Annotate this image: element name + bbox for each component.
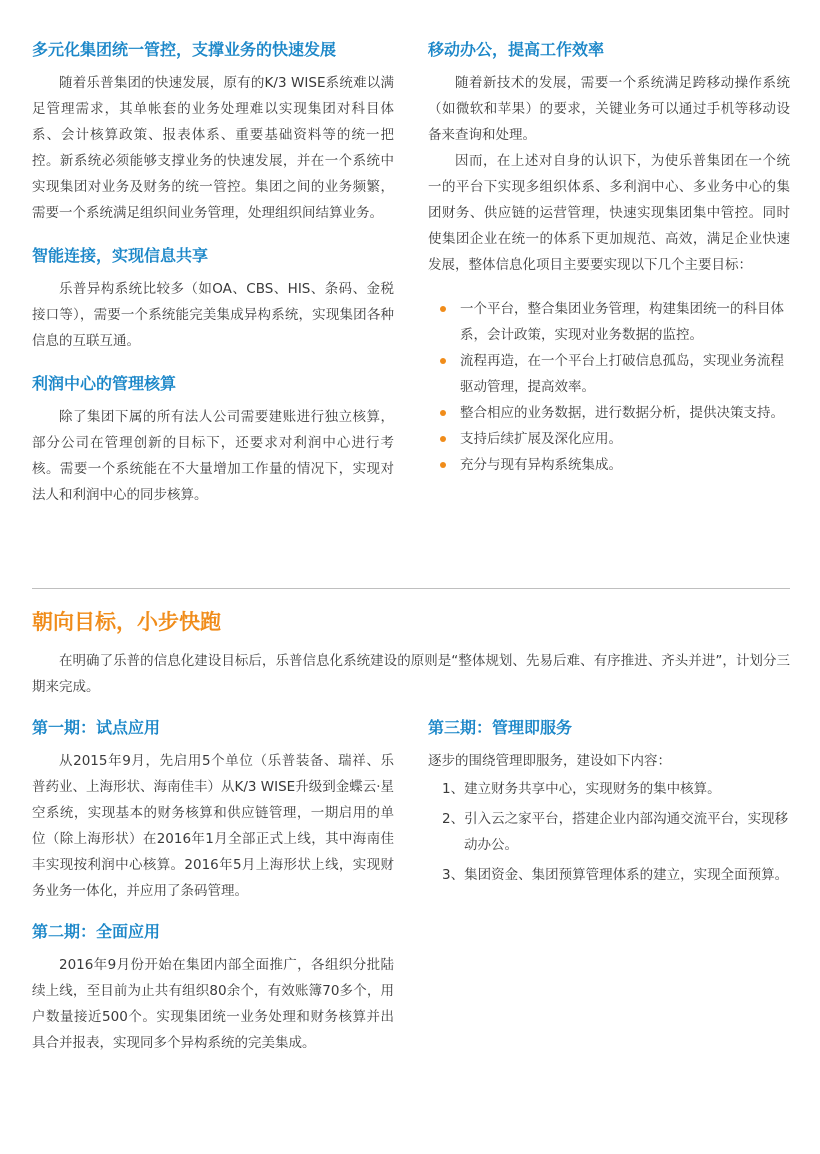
bullet-dot-icon [440,306,446,312]
section-title-diversified-control: 多元化集团统一管控，支撑业务的快速发展 [32,40,337,59]
list-item: 2、引入云之家平台，搭建企业内部沟通交流平台，实现移动办公。 [442,811,789,853]
list-item: 流程再造，在一个平台上打破信息孤岛，实现业务流程驱动管理，提高效率。 [428,348,790,400]
bullet-dot-icon [440,410,446,416]
phase2-body: 2016年9月份开始在集团内部全面推广，各组织分批陆续上线，至目前为止共有组织80余个，有效账簿70多个，用户数量接近500个。实现集团统一业务处理和财务核算并出具合并报表，实现同多个异构系统的完美集成。 [32,957,394,1051]
section-divider [32,588,790,589]
phase2-title: 第二期：全面应用 [32,922,161,941]
phase3-title: 第三期：管理即服务 [428,718,573,737]
phase1-body: 从2015年9月，先启用5个单位（乐普装备、瑞祥、乐普药业、上海形状、海南佳丰）从K/3 WISE升级到金蝶云·星空系统，实现基本的财务核算和供应链管理，一期启用的单位（除上海形状）在2016年1月全部正式上线，其中海南佳丰实现按利润中心核算。2016年5月上海形状上线，实现财务业务一体化，并应用了条码管理。 [32,753,395,899]
phase3-list [428,776,790,888]
phase3-intro: 逐步的围绕管理即服务，建设如下内容： [428,753,671,769]
section-body-profit-center: 除了集团下属的所有法人公司需要建账进行独立核算，部分公司在管理创新的目标下，还要求对利润中心进行考核。需要一个系统能在不大量增加工作量的情况下，实现对法人和利润中心的同步核算。 [32,409,394,503]
page-heading-goals: 朝向目标，小步快跑 [32,610,221,634]
bullet-dot-icon [440,358,446,364]
section-body-goals-intro: 因而，在上述对自身的认识下，为使乐普集团在一个统一的平台下实现多组织体系、多利润中心、多业务中心的集团财务、供应链的运营管理，快速实现集团集中管控。同时使集团企业在统一的体系下更加规范、高效，满足企业快速发展，整体信息化项目主要要实现以下几个主要目标： [428,153,790,273]
phase1-title: 第一期：试点应用 [32,718,161,737]
bottom-intro [32,648,790,700]
section-body-smart-connection: 乐普异构系统比较多（如OA、CBS、HIS、条码、金税接口等），需要一个系统能完美集成异构系统，实现集团各种信息的互联互通。 [32,281,394,349]
list-item: 充分与现有异构系统集成。 [428,452,790,478]
section-title-mobile-office: 移动办公，提高工作效率 [428,40,605,59]
section-body-mobile-office: 随着新技术的发展，需要一个系统满足跨移动操作系统（如微软和苹果）的要求，关键业务可以通过手机等移动设备来查询和处理。 [428,75,790,143]
list-item: 1、建立财务共享中心，实现财务的集中核算。 [442,781,721,797]
bottom-intro-text: 在明确了乐普的信息化建设目标后，乐普信息化系统建设的原则是“整体规划、先易后难、有序推进、齐头并进”，计划分三期来完成。 [32,653,790,695]
section-title-profit-center: 利润中心的管理核算 [32,374,177,393]
section-title-smart-connection: 智能连接，实现信息共享 [32,246,209,265]
top-right-column [428,40,790,478]
bottom-left-column [32,718,394,1056]
top-left-column [32,40,394,508]
list-item: 3、集团资金、集团预算管理体系的建立，实现全面预算。 [442,867,789,883]
bullet-dot-icon [440,462,446,468]
goals-list [428,296,790,478]
bullet-dot-icon [440,436,446,442]
section-body-diversified-control: 随着乐普集团的快速发展，原有的K/3 WISE系统难以满足管理需求，其单帐套的业务处理难以实现集团对科目体系、会计核算政策、报表体系、重要基础资料等的统一把控。新系统必须能够支撑业务的快速发展，并在一个系统中实现集团对业务及财务的统一管控。集团之间的业务频繁，需要一个系统满足组织间业务管理，处理组织间结算业务。 [32,75,394,221]
list-item: 一个平台，整合集团业务管理，构建集团统一的科目体系，会计政策，实现对业务数据的监控。 [428,296,790,348]
list-item: 支持后续扩展及深化应用。 [428,426,790,452]
list-item: 整合相应的业务数据，进行数据分析，提供决策支持。 [428,400,790,426]
bottom-right-column [428,718,790,888]
